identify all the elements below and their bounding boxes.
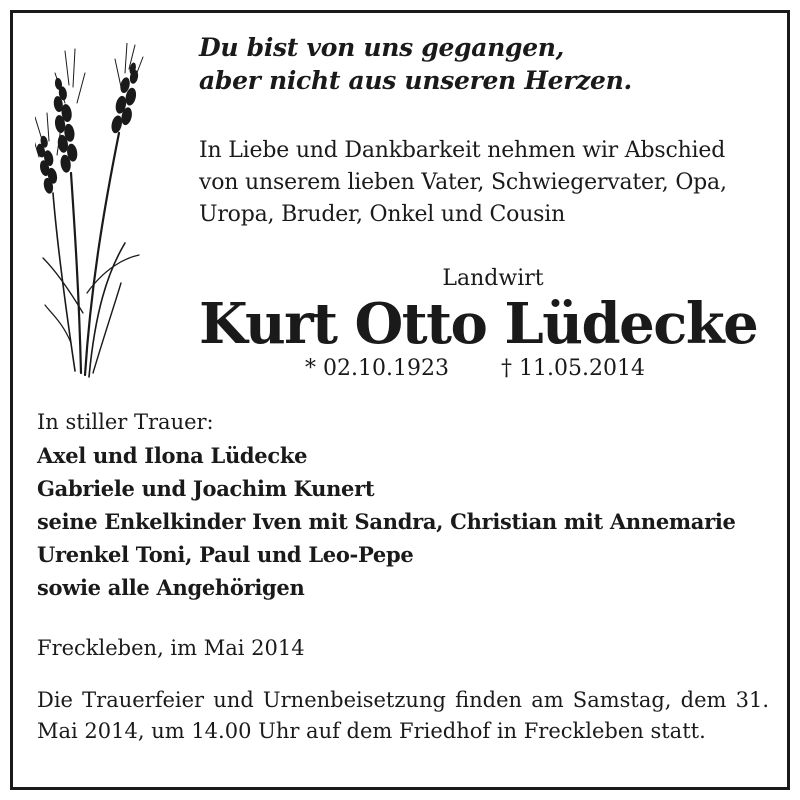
obituary-frame — [10, 10, 790, 790]
motto-line: aber nicht aus unseren Herzen. — [199, 66, 632, 95]
birth-date: * 02.10.1923 — [305, 356, 449, 381]
mourner-entry: Urenkel Toni, Paul und Leo-Pepe — [37, 542, 414, 567]
mourner-entry: sowie alle Angehörigen — [37, 575, 305, 600]
occupation: Landwirt — [442, 266, 544, 291]
mourners-list — [37, 406, 736, 604]
mourner-entry: Axel und Ilona Lüdecke — [37, 443, 308, 468]
intro-line: von unserem lieben Vater, Schwiegervater, Opa, — [199, 170, 727, 195]
funeral-notice: Die Trauerfeier und Urnenbeisetzung finden am Samstag, dem 31. Mai 2014, um 14.00 Uhr auf dem Friedhof in Freckleben statt. — [37, 688, 769, 743]
intro-line: In Liebe und Dankbarkeit nehmen wir Abschied — [199, 138, 726, 163]
death-date: † 11.05.2014 — [501, 356, 645, 381]
mourner-entry: seine Enkelkinder Iven mit Sandra, Christian mit Annemarie — [37, 509, 736, 534]
mourners-label: In stiller Trauer: — [37, 410, 214, 434]
motto — [199, 31, 632, 97]
place-date: Freckleben, im Mai 2014 — [37, 636, 305, 660]
mourner-entry: Gabriele und Joachim Kunert — [37, 476, 375, 501]
motto-line: Du bist von uns gegangen, — [199, 33, 565, 62]
intro-text — [199, 135, 727, 231]
deceased-name: Kurt Otto Lüdecke — [199, 291, 758, 357]
intro-line: Uropa, Bruder, Onkel und Cousin — [199, 202, 566, 227]
wheat-ears-icon — [35, 43, 145, 383]
